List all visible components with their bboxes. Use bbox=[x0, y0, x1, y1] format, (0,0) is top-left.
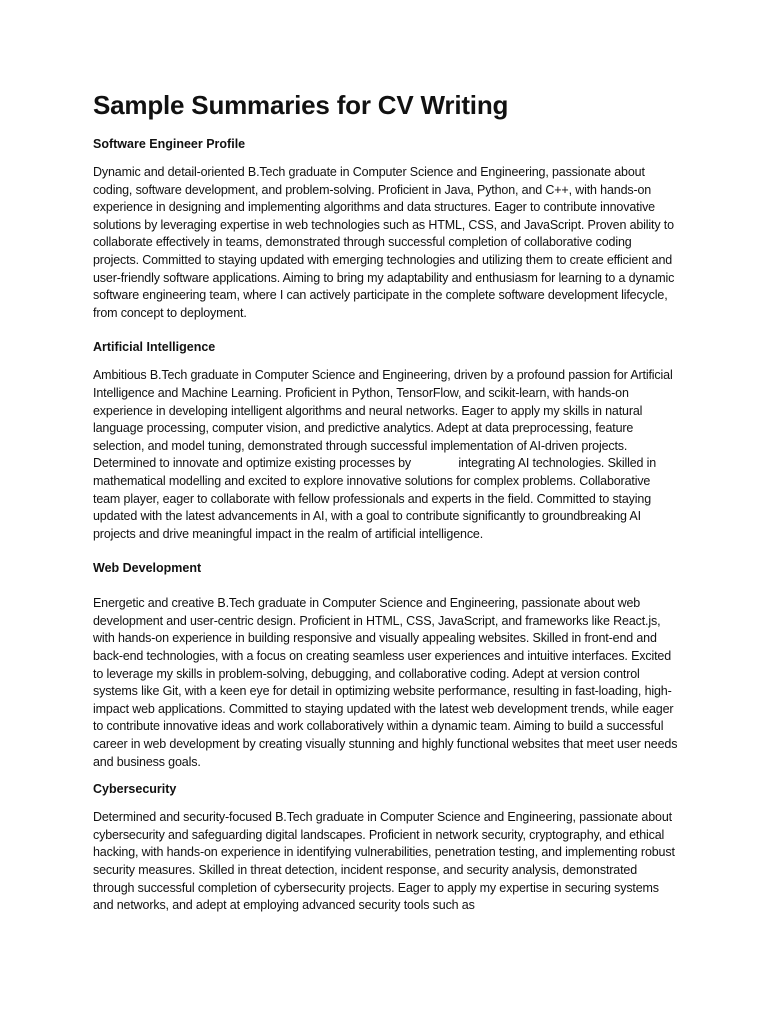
section-heading-software-engineer: Software Engineer Profile bbox=[93, 137, 246, 151]
section-body-software-engineer: Dynamic and detail-oriented B.Tech graduate in Computer Science and Engineering, passionate about coding, software development, and problem-solving. Proficient in Java, Python, and C++, with hands-on experience in designing and implementing algorithms and data structures. Eager to contribute innovative solutions by leveraging expertise in web technologies such as HTML, CSS, and JavaScript. Proven ability to collaborate effectively in teams, demonstrated through successful completion of collaborative coding projects. Committed to staying updated with emerging technologies and utilizing them to create efficient and user-friendly software applications. Aiming to bring my adaptability and enthusiasm for learning to a dynamic software engineering team, where I can actively participate in the complete software development lifecycle, from concept to deployment. bbox=[93, 165, 675, 320]
section-heading-artificial-intelligence: Artificial Intelligence bbox=[93, 340, 216, 355]
ai-body-part-1: Ambitious B.Tech graduate in Computer Science and Engineering, driven by a profound passion for Artificial Intelligence and Machine Learning. Proficient in Python, TensorFlow, and scikit-learn, with hands-on experience in developing intelligent algorithms and neural networks. Eager to apply my skills in natural language processing, computer vision, and predictive analytics. Adept at data preprocessing, feature selection, and model tuning, demonstrated through successful implementation of AI-driven projects. Determined to innovate and optimize existing processes by bbox=[93, 368, 673, 471]
ai-body-part-2: integrating AI technologies. Skilled in mathematical modelling and excited to explore innovative solutions for complex problems. Collaborative team player, eager to collaborate with fellow professionals and experts in the field. Committed to staying updated with the latest advancements in AI, with a goal to contribute significantly to groundbreaking AI projects and drive meaningful impact in the realm of artificial intelligence. bbox=[93, 456, 657, 541]
section-body-web-development: Energetic and creative B.Tech graduate in Computer Science and Engineering, passionate about web development and user-centric design. Proficient in HTML, CSS, JavaScript, and frameworks like React.js, with hands-on experience in building responsive and visually appealing websites. Skilled in front-end and back-end technologies, with a focus on creating seamless user experiences and intuitive interfaces. Excited to leverage my skills in problem-solving, debugging, and collaborative coding. Adept at version control systems like Git, with a keen eye for detail in optimizing website performance, resulting in fast-loading, high-impact web applications. Committed to staying updated with the latest web development trends, while eager to contribute innovative ideas and work collaboratively within a dynamic team. Aiming to build a successful career in web development by creating visually stunning and highly functional websites that meet user needs and business goals. bbox=[93, 596, 678, 769]
document-title: Sample Summaries for CV Writing bbox=[93, 90, 509, 120]
section-body-cybersecurity: Determined and security-focused B.Tech graduate in Computer Science and Engineering, passionate about cybersecurity and safeguarding digital landscapes. Proficient in network security, cryptography, and ethical hacking, with hands-on experience in identifying vulnerabilities, penetration testing, and implementing robust security measures. Skilled in threat detection, incident response, and security analysis, demonstrated through successful completion of cybersecurity projects. Eager to apply my expertise in securing systems and networks, and adept at employing advanced security tools such as bbox=[93, 810, 675, 913]
section-heading-web-development: Web Development bbox=[93, 561, 202, 576]
document-page bbox=[93, 88, 678, 915]
section-body-artificial-intelligence bbox=[93, 367, 678, 543]
section-heading-cybersecurity: Cybersecurity bbox=[93, 782, 177, 797]
